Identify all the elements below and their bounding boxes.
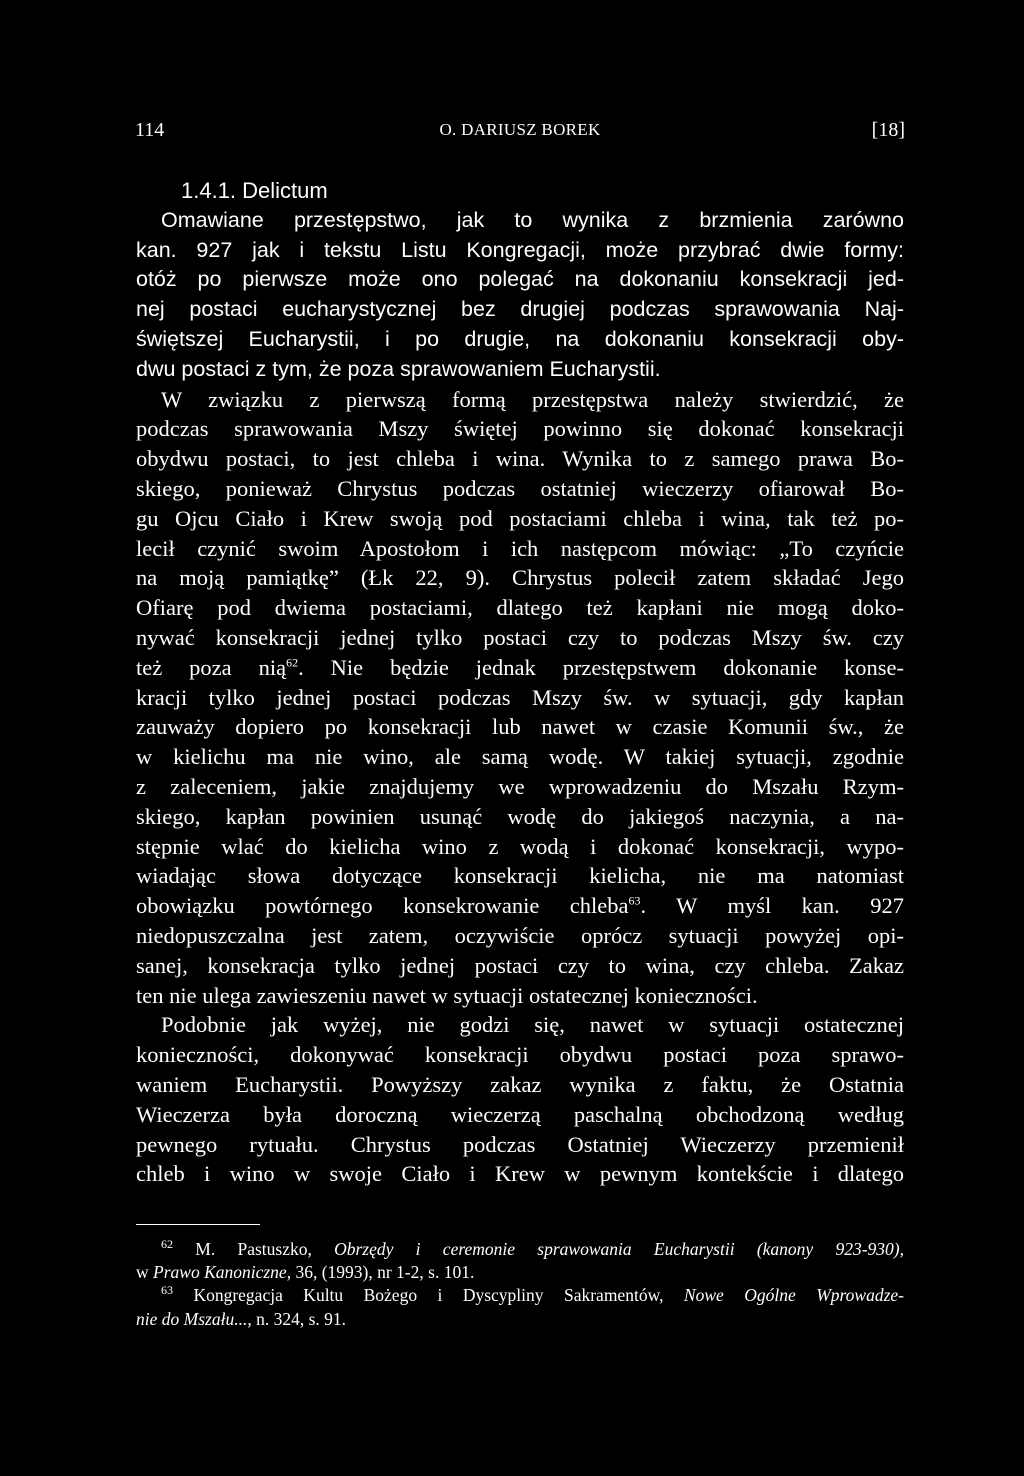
line-text: lecił czynić swoim Apostołom i ich następcom mówiąc: „To czyńcie [136,535,904,561]
line-text: Podobnie jak wyżej, nie godzi się, nawet w sytuacji ostatecznej [161,1012,904,1038]
line-text: skiego, ponieważ Chrystus podczas ostatniej wieczerzy ofiarował Bo- [136,475,904,501]
line-text: w kielichu ma nie wino, ale samą wodę. W takiej sytuacji, zgodnie [136,744,904,770]
running-header [135,117,905,143]
line-text: też poza nią [136,654,287,680]
line-text: obydwu postaci, to jest chleba i wina. Wynika to z samego prawa Bo- [136,446,904,472]
footnote-62-line-2 [136,1261,904,1284]
line-text: Wieczerza była doroczną wieczerzą paschalną obchodzoną według [136,1101,904,1127]
line-text: nywać konsekracji jednej tylko postaci czy to podczas Mszy św. czy [136,624,904,650]
text-line [136,295,904,325]
text-line [136,742,904,772]
line-text: sanej, konsekracja tylko jednej postaci czy to wina, czy chleba. Zakaz [136,952,904,978]
footnotes [136,1238,904,1331]
text-line [136,712,904,742]
line-text: obowiązku powtórnego konsekrowanie chleba [136,893,629,919]
body-text [136,176,904,1189]
footnote-divider [136,1224,260,1225]
footnote-text: n. 324, s. 91. [251,1308,347,1329]
paragraph-lines [136,206,904,1189]
text-line [136,385,904,415]
text-line [136,891,904,921]
text-line [136,772,904,802]
line-text: podczas sprawowania Mszy świętej powinno się dokonać konsekracji [136,416,904,442]
text-line [136,1070,904,1100]
text-line [136,951,904,981]
footnote-62-line-1 [136,1238,904,1261]
text-line [136,355,904,385]
line-text: Ofiarę pod dwiema postaciami, dlatego też kapłani nie mogą doko- [136,595,904,621]
footnote-text: w [136,1262,154,1283]
text-line [136,1100,904,1130]
line-text: zauważy dopiero po konsekracji lub nawet w czasie Komunii św., że [136,714,904,740]
footnote-title: nie do Mszału..., [136,1308,252,1329]
text-line [136,1040,904,1070]
text-line [136,653,904,683]
line-text: Omawiane przestępstwo, jak to wynika z brzmienia zarówno [161,207,904,232]
author-name: O. DARIUSZ BOREK [439,120,601,139]
footnote-text: 36, (1993), nr 1-2, s. 101. [291,1262,475,1283]
line-text: . W myśl kan. 927 [640,893,904,919]
footnote-author: M. Pastuszko, [195,1239,335,1259]
line-text: niedopuszczalna jest zatem, oczywiście oprócz sytuacji powyżej opi- [136,922,904,948]
line-text: dwu postaci z tym, że poza sprawowaniem Eucharystii. [136,356,661,381]
text-line [136,504,904,534]
line-text: świętszej Eucharystii, i po drugie, na dokonaniu konsekracji oby- [136,326,904,351]
line-text: ten nie ulega zawieszeniu nawet w sytuacji ostatecznej konieczności. [136,982,758,1008]
line-text: stępnie wlać do kielicha wino z wodą i dokonać konsekracji, wypo- [136,833,904,859]
text-line [136,921,904,951]
section-heading: 1.4.1. Delictum [181,178,328,203]
text-line [136,832,904,862]
text-line [136,683,904,713]
section-number: [18] [871,119,905,141]
line-text: skiego, kapłan powinien usunąć wodę do jakiegoś naczynia, a na- [136,803,904,829]
line-text: gu Ojcu Ciało i Krew swoją pod postaciami chleba i wina, tak też po- [136,505,904,531]
line-text: chleb i wino w swoje Ciało i Krew w pewnym kontekście i dlatego [136,1161,904,1187]
text-line [136,325,904,355]
line-text: nej postaci eucharystycznej bez drugiej podczas sprawowania Naj- [136,297,904,322]
footnote-title: Obrzędy i ceremonie sprawowania Eucharystii (kanony 923-930), [334,1239,904,1259]
text-line [136,444,904,474]
line-text: z zaleceniem, jakie znajdujemy we wprowadzeniu do Mszału Rzym- [136,773,904,799]
text-line [136,593,904,623]
line-text: na moją pamiątkę” (Łk 22, 9). Chrystus polecił zatem składać Jego [136,565,904,591]
footnote-author: Kongregacja Kultu Bożego i Dyscypliny Sakramentów, [193,1285,684,1306]
text-line [136,1130,904,1160]
line-text: wiadając słowa dotyczące konsekracji kielicha, nie ma natomiast [136,863,904,889]
text-line [136,861,904,891]
footnote-number: 63 [161,1283,173,1298]
line-text: waniem Eucharystii. Powyższy zakaz wynika z faktu, że Ostatnia [136,1071,904,1097]
text-line [136,1010,904,1040]
line-text: konieczności, dokonywać konsekracji obydwu postaci poza sprawo- [136,1042,904,1068]
line-text: kan. 927 jak i tekstu Listu Kongregacji, może przybrać dwie formy: [136,237,904,262]
text-line [136,1159,904,1189]
page-number: 114 [135,119,165,141]
line-text: otóż po pierwsze może ono polegać na dokonaniu konsekracji jed- [136,267,904,292]
footnote-63-line-2 [136,1308,904,1331]
line-text: . Nie będzie jednak przestępstwem dokonanie konse- [298,654,904,680]
line-text: W związku z pierwszą formą przestępstwa należy stwierdzić, że [161,386,904,412]
footnote-63-line-1 [136,1284,904,1307]
text-line [136,236,904,266]
text-line [136,802,904,832]
footnote-ref: 63 [628,893,641,908]
text-line [136,474,904,504]
text-line [136,206,904,236]
text-line [136,265,904,295]
footnote-title: Nowe Ogólne Wprowadze- [683,1285,905,1306]
footnote-ref: 62 [286,655,299,670]
line-text: pewnego rytuału. Chrystus podczas Ostatniej Wieczerzy przemienił [136,1131,904,1157]
text-line [136,623,904,653]
footnote-number: 62 [161,1237,173,1252]
text-line [136,414,904,444]
footnote-journal: Prawo Kanoniczne, [153,1262,292,1283]
line-text: kracji tylko jednej postaci podczas Mszy św. w sytuacji, gdy kapłan [136,684,904,710]
text-line [136,563,904,593]
text-line [136,534,904,564]
text-line [136,981,904,1011]
